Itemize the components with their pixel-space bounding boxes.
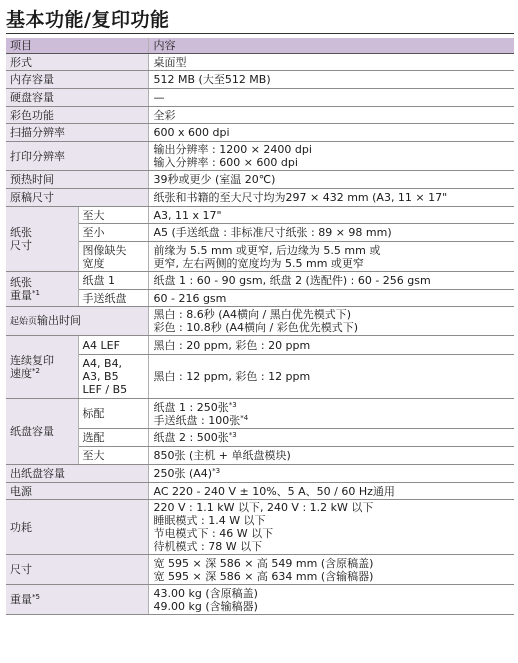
sub-label-line: A4, B4, bbox=[82, 357, 123, 370]
row-value: 纸张和书籍的至大尺寸均为297 × 432 mm (A3, 11 × 17" bbox=[148, 189, 514, 207]
value-text: 250张 (A4) bbox=[153, 467, 213, 480]
value-line: 待机模式 : 78 W 以下 bbox=[153, 540, 263, 553]
row-value: — bbox=[148, 89, 514, 107]
sub-label-line: 图像缺失 bbox=[82, 243, 127, 257]
sub-label-line: LEF / B5 bbox=[82, 383, 128, 396]
label-text: 输出时间 bbox=[37, 313, 82, 327]
row-value bbox=[148, 465, 514, 483]
row-label: 打印分辨率 bbox=[6, 142, 148, 171]
row-value bbox=[148, 585, 514, 615]
value-text: 纸盘 2 : 500张 bbox=[153, 431, 229, 444]
table-row bbox=[6, 89, 514, 107]
header-content: 内容 bbox=[148, 38, 514, 54]
group-label bbox=[6, 207, 78, 272]
row-value: 纸盘 1 : 60 - 90 gsm, 纸盘 2 (选配件) : 60 - 256 gsm bbox=[148, 272, 514, 290]
table-row bbox=[6, 429, 514, 447]
sub-label: 标配 bbox=[78, 399, 148, 429]
value-line bbox=[154, 401, 511, 414]
table-row bbox=[6, 142, 514, 171]
row-value bbox=[148, 500, 514, 555]
row-label: 原稿尺寸 bbox=[6, 189, 148, 207]
row-label: 出纸盘容量 bbox=[6, 465, 148, 483]
group-label-line bbox=[10, 367, 74, 380]
row-value: 512 MB (大至512 MB) bbox=[148, 71, 514, 89]
value-line: 宽 595 × 深 586 × 高 549 mm (含原稿盖) bbox=[153, 556, 374, 570]
row-label: 硬盘容量 bbox=[6, 89, 148, 107]
group-label-line: 纸张 bbox=[10, 276, 32, 289]
footnote-mark: *4 bbox=[240, 413, 249, 422]
value-line: 黑白 : 8.6秒 (A4横向 / 黑白优先模式下) bbox=[153, 308, 351, 321]
table-header bbox=[6, 38, 514, 54]
sub-label: 至小 bbox=[78, 224, 148, 242]
sub-label: A4 LEF bbox=[78, 336, 148, 355]
header-item: 项目 bbox=[6, 38, 148, 54]
row-value: 850张 (主机 + 单纸盘模块) bbox=[148, 447, 514, 465]
value-line: 输出分辨率 : 1200 × 2400 dpi bbox=[153, 143, 312, 156]
title-rule bbox=[6, 33, 514, 34]
sub-label: 选配 bbox=[78, 429, 148, 447]
table-row bbox=[6, 465, 514, 483]
label-text: 重量 bbox=[10, 593, 32, 606]
value-text: 手送纸盘 : 100张 bbox=[153, 413, 241, 427]
sub-label-line: A3, B5 bbox=[82, 370, 119, 383]
row-value: A3, 11 x 17" bbox=[148, 207, 514, 224]
label-prefix: 起始页 bbox=[10, 316, 38, 327]
row-value: 39秒或更少 (室温 20℃) bbox=[148, 171, 514, 189]
row-value bbox=[148, 429, 514, 447]
group-label bbox=[6, 336, 78, 399]
row-label bbox=[6, 585, 148, 615]
row-value bbox=[148, 307, 514, 336]
row-value bbox=[148, 399, 514, 429]
table-row bbox=[6, 272, 514, 290]
row-label: 内存容量 bbox=[6, 71, 148, 89]
row-value: 600 x 600 dpi bbox=[148, 124, 514, 142]
table-row bbox=[6, 500, 514, 555]
value-line: 更窄, 左右两侧的宽度均为 5.5 mm 或更窄 bbox=[153, 256, 364, 270]
value-line: 宽 595 × 深 586 × 高 634 mm (含输稿器) bbox=[153, 569, 374, 583]
sub-label: 手送纸盘 bbox=[78, 290, 148, 307]
table-row bbox=[6, 207, 514, 224]
group-label-line: 纸张 bbox=[10, 226, 32, 239]
table-row bbox=[6, 124, 514, 142]
sub-label bbox=[78, 242, 148, 272]
value-line: 彩色 : 10.8秒 (A4横向 / 彩色优先模式下) bbox=[153, 321, 358, 334]
footnote-mark: *3 bbox=[228, 431, 237, 439]
row-value: 黑白 : 20 ppm, 彩色 : 20 ppm bbox=[148, 336, 514, 355]
footnote-mark: *2 bbox=[32, 367, 40, 375]
group-label-text: 速度 bbox=[10, 367, 32, 380]
footnote-mark: *3 bbox=[212, 467, 221, 475]
table-row bbox=[6, 242, 514, 272]
row-value bbox=[148, 555, 514, 585]
group-label-line: 连续复印 bbox=[10, 354, 54, 367]
spec-table bbox=[6, 38, 514, 615]
value-line: 43.00 kg (含原稿盖) bbox=[153, 586, 258, 600]
table-row bbox=[6, 224, 514, 242]
table-row bbox=[6, 71, 514, 89]
row-label: 尺寸 bbox=[6, 555, 148, 585]
table-row bbox=[6, 483, 514, 500]
row-value: A5 (手送纸盘 : 非标准尺寸纸张 : 89 × 98 mm) bbox=[148, 224, 514, 242]
row-label: 扫描分辨率 bbox=[6, 124, 148, 142]
table-row bbox=[6, 307, 514, 336]
group-label: 纸盘容量 bbox=[6, 399, 78, 465]
sub-label: 至大 bbox=[78, 447, 148, 465]
row-value: 黑白 : 12 ppm, 彩色 : 12 ppm bbox=[148, 355, 514, 399]
table-row bbox=[6, 585, 514, 615]
value-line: 输入分辨率 : 600 × 600 dpi bbox=[153, 156, 298, 169]
row-value bbox=[148, 142, 514, 171]
table-row bbox=[6, 399, 514, 429]
group-label-line: 尺寸 bbox=[10, 239, 32, 252]
row-value: 60 - 216 gsm bbox=[148, 290, 514, 307]
table-row bbox=[6, 54, 514, 71]
row-label: 彩色功能 bbox=[6, 107, 148, 124]
row-value: AC 220 - 240 V ± 10%、5 A、50 / 60 Hz通用 bbox=[148, 483, 514, 500]
table-row bbox=[6, 171, 514, 189]
value-line bbox=[154, 414, 511, 427]
table-row bbox=[6, 336, 514, 355]
table-row bbox=[6, 447, 514, 465]
footnote-mark: *1 bbox=[32, 289, 40, 297]
value-line: 49.00 kg (含输稿器) bbox=[153, 599, 258, 613]
row-label: 电源 bbox=[6, 483, 148, 500]
value-line: 前缘为 5.5 mm 或更窄, 后边缘为 5.5 mm 或 bbox=[153, 243, 381, 257]
row-value bbox=[148, 242, 514, 272]
sub-label: 至大 bbox=[78, 207, 148, 224]
group-label bbox=[6, 272, 78, 307]
page-title: 基本功能/复印功能 bbox=[6, 9, 170, 31]
sub-label bbox=[78, 355, 148, 399]
row-label: 预热时间 bbox=[6, 171, 148, 189]
row-value: 桌面型 bbox=[148, 54, 514, 71]
table-row bbox=[6, 555, 514, 585]
table-row bbox=[6, 290, 514, 307]
row-value: 全彩 bbox=[148, 107, 514, 124]
table-row bbox=[6, 107, 514, 124]
row-label: 形式 bbox=[6, 54, 148, 71]
sub-label: 纸盘 1 bbox=[78, 272, 148, 290]
value-line: 220 V : 1.1 kW 以下, 240 V : 1.2 kW 以下 bbox=[153, 501, 374, 514]
group-label-text: 重量 bbox=[10, 289, 32, 302]
value-line: 节电模式下 : 46 W 以下 bbox=[153, 527, 274, 540]
table-row bbox=[6, 355, 514, 399]
value-text: 纸盘 1 : 250张 bbox=[153, 400, 229, 414]
footnote-mark: *5 bbox=[32, 593, 40, 601]
footnote-mark: *3 bbox=[228, 400, 237, 409]
sub-label-line: 宽度 bbox=[82, 256, 105, 270]
row-label bbox=[6, 307, 148, 336]
group-label-line bbox=[10, 289, 74, 302]
row-label: 功耗 bbox=[6, 500, 148, 555]
value-line: 睡眠模式 : 1.4 W 以下 bbox=[153, 514, 266, 527]
table-row bbox=[6, 189, 514, 207]
